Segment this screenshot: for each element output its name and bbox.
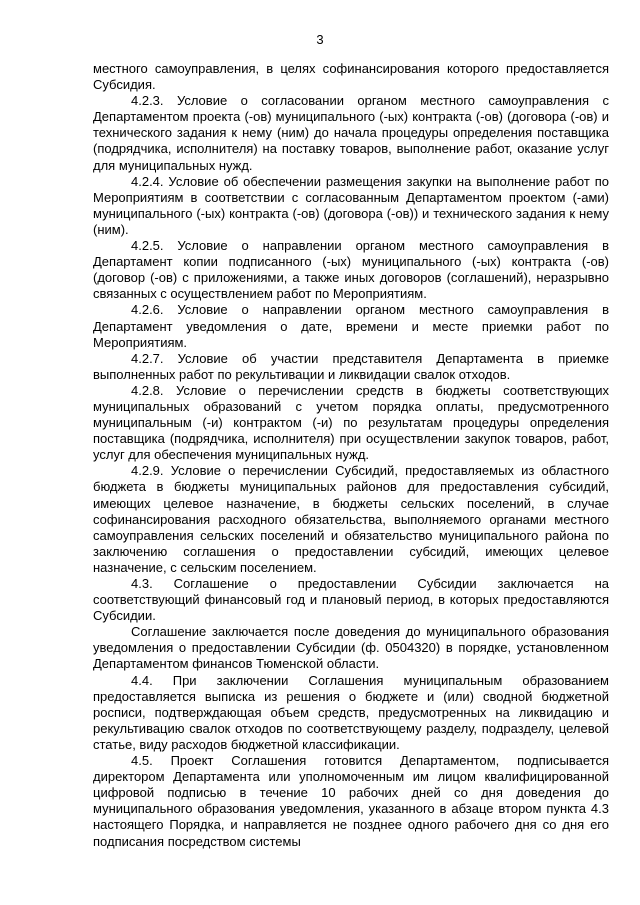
paragraph-4-3-second: Соглашение заключается после доведения до муниципального образования уведомления о предоставлении Субсидии (ф. 0504320) в порядке, установленном Департаментом финансов Тюменской области. xyxy=(93,624,609,672)
paragraph-continuation: местного самоуправления, в целях софинансирования которого предоставляется Субсидия. xyxy=(93,61,609,93)
paragraph-4-2-7: 4.2.7. Условие об участии представителя Департамента в приемке выполненных работ по рекультивации и ликвидации свалок отходов. xyxy=(93,350,609,382)
paragraph-4-2-5: 4.2.5. Условие о направлении органом местного самоуправления в Департамент копии подписанного (-ых) муниципального (-ых) контракта (-ов) (договор (-ов) с приложениями, а также иных договоров (соглашений), неразрывно связанных с осуществлением работ по Мероприятиям. xyxy=(93,238,609,302)
paragraph-4-4: 4.4. При заключении Соглашения муниципальным образованием предоставляется выписка из решения о бюджете и (или) сводной бюджетной росписи, подтверждающая объем средств, предусмотренных на ликвидацию и рекультивацию свалок отходов по соответствующему разделу, подразделу, целевой статье, виду расходов бюджетной классификации. xyxy=(93,672,609,752)
paragraph-4-5: 4.5. Проект Соглашения готовится Департаментом, подписывается директором Департамента или уполномоченным им лицом квалифицированной цифровой подписью в течение 10 рабочих дней со дня доведения до муниципального образования уведомления, указанного в абзаце втором пункта 4.3 настоящего Порядка, и направляется не позднее одного рабочего дня со дня его подписания посредством системы xyxy=(93,753,609,849)
document-body xyxy=(93,61,609,850)
paragraph-4-2-9: 4.2.9. Условие о перечислении Субсидий, предоставляемых из областного бюджета в бюджеты муниципальных районов для предоставления субсидий, имеющих целевое назначение, в бюджеты сельских поселений, в случае софинансирования расходного обязательства, выполняемого органами местного самоуправления сельских поселений и обязательство муниципального района по заключению соглашения о предоставлении субсидий, имеющих целевое назначение, с сельским поселением. xyxy=(93,463,609,575)
paragraph-4-2-4: 4.2.4. Условие об обеспечении размещения закупки на выполнение работ по Мероприятиям в соответствии с согласованным Департаментом проектом (-ами) муниципального (-ых) контракта (-ов) (договора (-ов)) и технического задания к нему (ним). xyxy=(93,173,609,237)
paragraph-4-2-6: 4.2.6. Условие о направлении органом местного самоуправления в Департамент уведомления о дате, времени и месте приемки работ по Мероприятиям. xyxy=(93,302,609,350)
paragraph-4-2-3: 4.2.3. Условие о согласовании органом местного самоуправления с Департаментом проекта (-ов) муниципального (-ых) контракта (-ов) (договора (-ов) и технического задания к нему (ним) до начала процедуры определения поставщика (подрядчика, исполнителя) на поставку товаров, выполнение работ, оказание услуг для муниципальных нужд. xyxy=(93,93,609,173)
paragraph-4-3: 4.3. Соглашение о предоставлении Субсидии заключается на соответствующий финансовый год и плановый период, в которых предоставляются Субсидии. xyxy=(93,576,609,624)
paragraph-4-2-8: 4.2.8. Условие о перечислении средств в бюджеты соответствующих муниципальных образований с учетом порядка оплаты, предусмотренного муниципальным (-и) контрактом (-и) по результатам процедуры определения поставщика (подрядчика, исполнителя) при осуществлении закупок товаров, работ, услуг для обеспечения муниципальных нужд. xyxy=(93,382,609,463)
page-number: 3 xyxy=(316,32,324,47)
